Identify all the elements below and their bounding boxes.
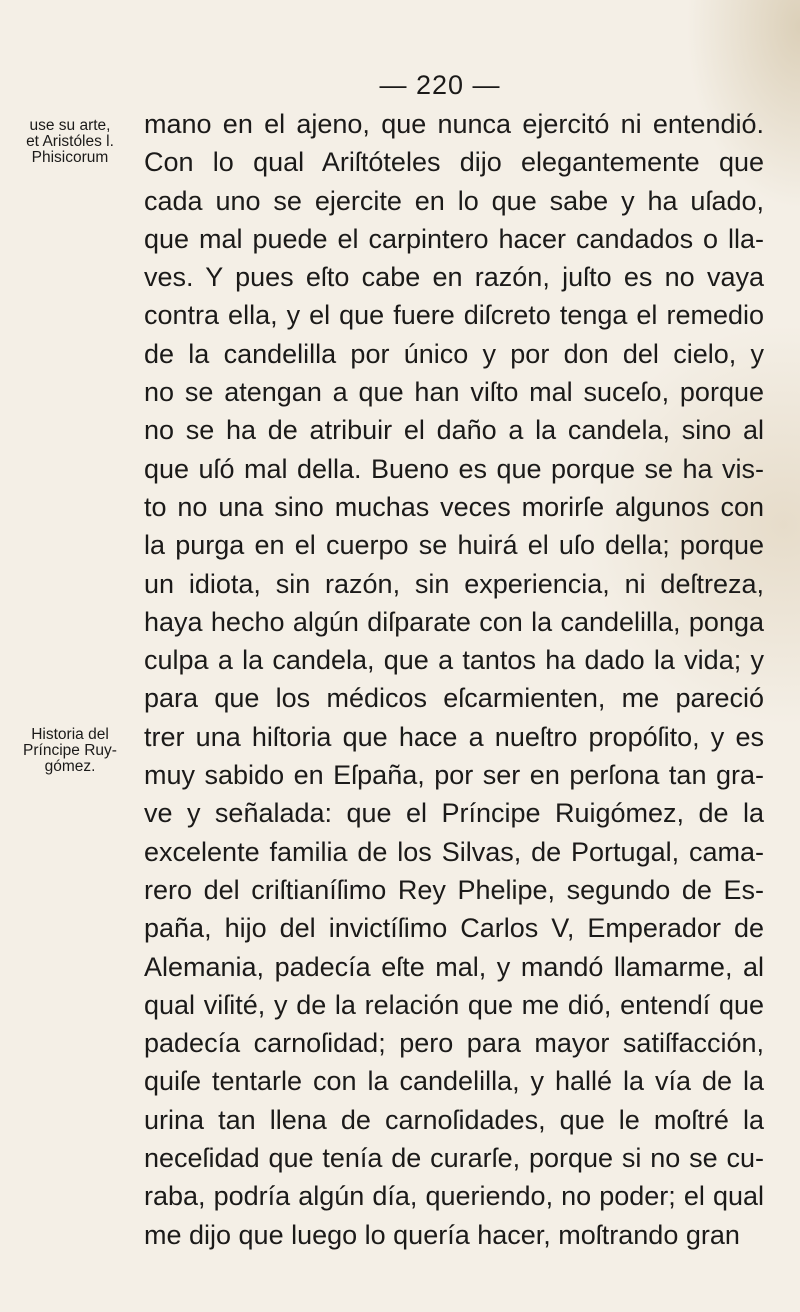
margin-note-line: Phisicorum bbox=[31, 149, 109, 166]
text-line: cada uno se ejercite en lo que sabe y ha uſado, bbox=[144, 185, 764, 216]
margin-note-historia bbox=[14, 727, 126, 775]
text-line: ve y señalada: que el Príncipe Ruigómez, de la bbox=[144, 798, 764, 829]
text-line: excelente familia de los Silvas, de Portugal, cama- bbox=[144, 836, 764, 867]
text-line: qual viſité, y de la relación que me dió, entendí que bbox=[144, 989, 764, 1020]
text-line: Con lo qual Ariſtóteles dijo elegantemente que bbox=[144, 147, 764, 178]
text-line: ves. Y pues eſto cabe en razón, juſto es no vaya bbox=[144, 262, 764, 293]
text-line: que mal puede el carpintero hacer candados o lla- bbox=[144, 223, 764, 254]
text-line: mano en el ajeno, que nunca ejercitó ni entendió. bbox=[144, 109, 764, 139]
text-line: no se ha de atribuir el daño a la candela, sino al bbox=[144, 415, 764, 446]
text-line: urina tan llena de carnoſidades, que le moſtré la bbox=[144, 1104, 764, 1135]
text-line: que uſó mal della. Bueno es que porque se ha vis- bbox=[144, 453, 764, 484]
text-line: para que los médicos eſcarmienten, me pareció bbox=[144, 683, 764, 714]
text-line: no se atengan a que han viſto mal suceſo, porque bbox=[144, 377, 764, 408]
text-line: la purga en el cuerpo se huirá el uſo della; porque bbox=[144, 530, 764, 561]
text-line: Alemania, padecía eſte mal, y mandó llamarme, al bbox=[144, 951, 764, 982]
text-line: me dijo que luego lo quería hacer, moſtrando gran bbox=[144, 1219, 740, 1250]
text-line: quiſe tentarle con la candelilla, y hallé la vía de la bbox=[144, 1066, 764, 1097]
text-line: neceſidad que tenía de curarſe, porque si no se cu- bbox=[144, 1143, 764, 1174]
margin-note-line: use su arte, bbox=[29, 117, 111, 134]
margin-note-line: Historia del bbox=[31, 726, 109, 743]
margin-note-aristoteles bbox=[14, 118, 126, 166]
margin-note-line: Príncipe Ruy- bbox=[23, 742, 117, 759]
text-line: raba, podría algún día, queriendo, no poder; el qual bbox=[144, 1181, 764, 1212]
text-line: to no una sino muchas veces morirſe algunos con bbox=[144, 491, 764, 522]
body-text bbox=[144, 105, 764, 1254]
text-line: trer una hiſtoria que hace a nueſtro propóſito, y es bbox=[144, 721, 764, 752]
margin-note-line: et Aristóles l. bbox=[26, 133, 114, 150]
page-number: — 220 — bbox=[379, 70, 501, 100]
text-line: culpa a la candela, que a tantos ha dado la vida; y bbox=[144, 645, 764, 676]
text-line: un idiota, sin razón, sin experiencia, ni deſtreza, bbox=[144, 568, 764, 599]
text-line: padecía carnoſidad; pero para mayor satiſfacción, bbox=[144, 1028, 764, 1059]
text-line: rero del criſtianíſimo Rey Phelipe, segundo de Es- bbox=[144, 874, 764, 905]
text-line: de la candelilla por único y por don del cielo, y bbox=[144, 338, 764, 369]
text-line: haya hecho algún diſparate con la candelilla, ponga bbox=[144, 606, 764, 637]
text-line: contra ella, y el que fuere diſcreto tenga el remedio bbox=[144, 300, 764, 331]
text-line: muy sabido en Eſpaña, por ser en perſona tan gra- bbox=[144, 760, 764, 791]
margin-note-line: gómez. bbox=[44, 758, 96, 775]
text-line: paña, hijo del invictíſimo Carlos V, Emperador de bbox=[144, 913, 764, 944]
